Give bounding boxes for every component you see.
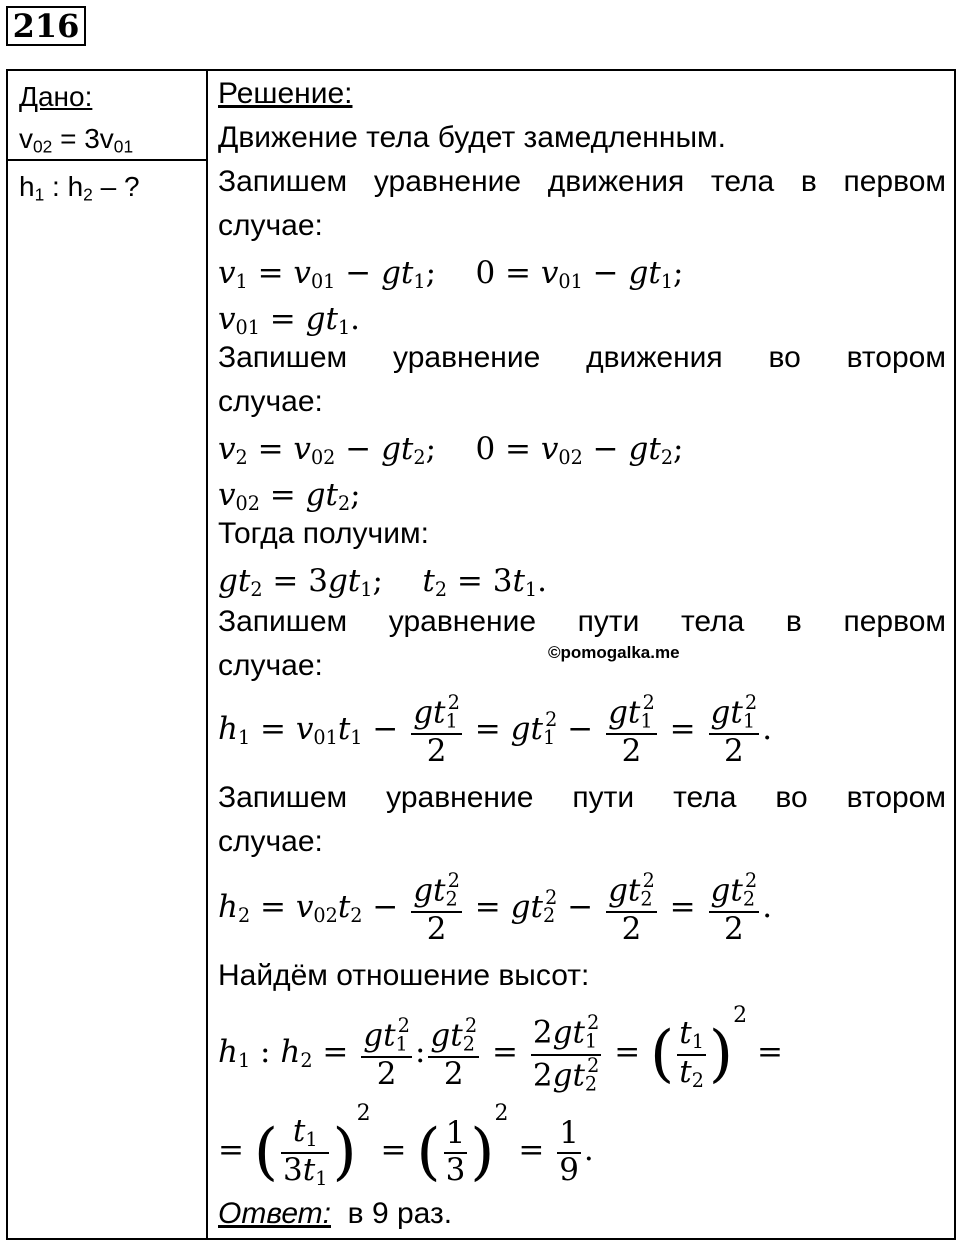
answer-value: в 9 раз. xyxy=(347,1197,453,1230)
text-line-16: случае: xyxy=(218,825,323,858)
formula-h2: $h_2 = v_{02}t_2$ − $\frac{gt_2^2}{2}$ = $gt_2^2$ − $\frac{gt_2^2}{2}$ = $\frac{gt_2^2}{2}$ . xyxy=(218,869,773,948)
given-label: Дано: xyxy=(19,81,93,112)
watermark: ©pomogalka.me xyxy=(548,643,680,662)
formula-v02: $v_{02} = gt_2$; xyxy=(218,477,361,515)
text-line-1: Движение тела будет замедленным. xyxy=(218,121,726,154)
text-line-18: Найдём отношение высот: xyxy=(218,959,590,992)
text-line-10: Тогда получим: xyxy=(218,517,429,550)
formula-t2: $gt_2 = 3gt_1$; $t_2 = 3t_1$. xyxy=(218,563,547,601)
text-line-12: Запишем уравнение пути тела в первом xyxy=(218,605,946,638)
text-line-3: случае: xyxy=(218,209,323,242)
text-line-13: случае: xyxy=(218,649,323,682)
solution-table xyxy=(6,69,956,1240)
formula-v01: $v_{01} = gt_1$. xyxy=(218,301,361,339)
answer-label: Ответ: xyxy=(218,1197,331,1230)
text-line-6: Запишем уравнение движения во втором xyxy=(218,341,946,374)
answer xyxy=(218,1197,946,1231)
text-line-15: Запишем уравнение пути тела во втором xyxy=(218,781,946,814)
formula-h1: $h_1 = v_{01}t_1$ − $\frac{gt_1^2}{2}$ = $gt_1^2$ − $\frac{gt_1^2}{2}$ = $\frac{gt_1^2}{2}$ . xyxy=(218,691,773,770)
find-ratio: $h_1$ : $h_2$ – ? xyxy=(19,171,140,205)
text-line-7: случае: xyxy=(218,385,323,418)
text-line-2: Запишем уравнение движения тела в первом xyxy=(218,165,946,198)
formula-ratio-result: = ( $\frac{t_1}{3t_1}$ )$^2$ = ( $\frac{1}{3}$ )$^2$ = $\frac{1}{9}$ . xyxy=(218,1101,594,1190)
column-divider xyxy=(206,71,208,1238)
formula-v2: $v_2 = v_{02} - gt_2$; $0 = v_{02} - gt_2$; xyxy=(218,431,684,469)
formula-v1: $v_1 = v_{01} - gt_1$; $0 = v_{01} - gt_1$; xyxy=(218,255,684,293)
solution-label: Решение: xyxy=(218,77,353,110)
problem-number: 216 xyxy=(6,6,86,46)
formula-ratio: $h_1$ : $h_2$ = $\frac{gt_1^2}{2}$ : $\frac{gt_2^2}{2}$ = $\frac{2gt_1^2}{2gt_2^2}$ = ( $\frac{t_1}{t_2}$ )$^2$ = xyxy=(218,1003,783,1095)
given-condition: $v_{02} = 3v_{01}$ xyxy=(19,123,134,157)
